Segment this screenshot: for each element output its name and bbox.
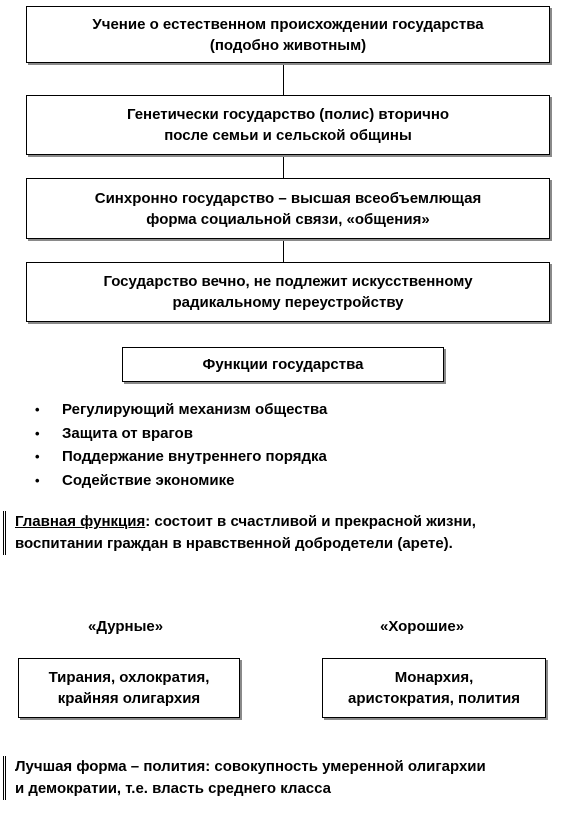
genetic-origin-box bbox=[26, 95, 550, 155]
bad-forms-box bbox=[18, 658, 240, 718]
box-line: Синхронно государство – высшая всеобъемлющая bbox=[94, 189, 482, 207]
best-form-note bbox=[3, 756, 486, 800]
synchronic-state-box bbox=[26, 178, 550, 239]
box-line: форма социальной связи, «общения» bbox=[146, 210, 430, 228]
box-line: крайняя олигархия bbox=[57, 690, 201, 707]
list-item bbox=[30, 398, 327, 422]
bullet-icon: • bbox=[35, 425, 40, 441]
bullet-icon: • bbox=[35, 472, 40, 488]
main-function-text: : состоит в счастливой и прекрасной жизни, bbox=[145, 513, 476, 530]
best-form-line-1: Лучшая форма – полития: совокупность умеренной олигархии bbox=[15, 758, 486, 775]
list-item-text: Защита от врагов bbox=[62, 424, 193, 442]
list-item-text: Поддержание внутреннего порядка bbox=[62, 448, 327, 465]
box-line: Монархия, bbox=[394, 669, 474, 686]
functions-title-box bbox=[122, 347, 444, 382]
list-item bbox=[30, 469, 327, 493]
box-line: аристократия, полития bbox=[348, 690, 520, 707]
list-item bbox=[30, 422, 327, 446]
box-line: Тирания, охлократия, bbox=[48, 669, 210, 686]
best-form-line-2: и демократии, т.е. власть среднего класса bbox=[15, 780, 332, 797]
main-function-line-1 bbox=[15, 511, 476, 533]
bullet-icon: • bbox=[35, 402, 40, 417]
connector-line-3 bbox=[283, 238, 284, 262]
connector-line-2 bbox=[283, 154, 284, 178]
functions-list bbox=[30, 398, 327, 492]
connector-line-1 bbox=[283, 62, 284, 95]
good-forms-heading: «Хорошие» bbox=[380, 618, 465, 635]
list-item-text: Регулирующий механизм общества bbox=[62, 401, 328, 418]
bullet-icon: • bbox=[35, 449, 40, 464]
functions-title: Функции государства bbox=[202, 356, 364, 373]
box-line: Генетически государство (полис) вторично bbox=[126, 106, 450, 123]
box-line: (подобно животным) bbox=[209, 36, 367, 54]
main-function-line-2: воспитании граждан в нравственной добродетели (арете). bbox=[15, 535, 453, 552]
box-line: Учение о естественном происхождении государства bbox=[92, 15, 484, 33]
box-line: радикальному переустройству bbox=[172, 294, 404, 311]
main-function-label: Главная функция bbox=[15, 513, 146, 530]
main-function-note bbox=[3, 511, 476, 555]
list-item bbox=[30, 445, 327, 469]
box-line: Государство вечно, не подлежит искусственному bbox=[103, 273, 473, 290]
eternal-state-box bbox=[26, 262, 550, 322]
bad-forms-heading: «Дурные» bbox=[88, 618, 164, 635]
box-line: после семьи и сельской общины bbox=[164, 127, 412, 144]
good-forms-box bbox=[322, 658, 546, 718]
natural-origin-box bbox=[26, 6, 550, 63]
list-item-text: Содействие экономике bbox=[62, 471, 235, 489]
